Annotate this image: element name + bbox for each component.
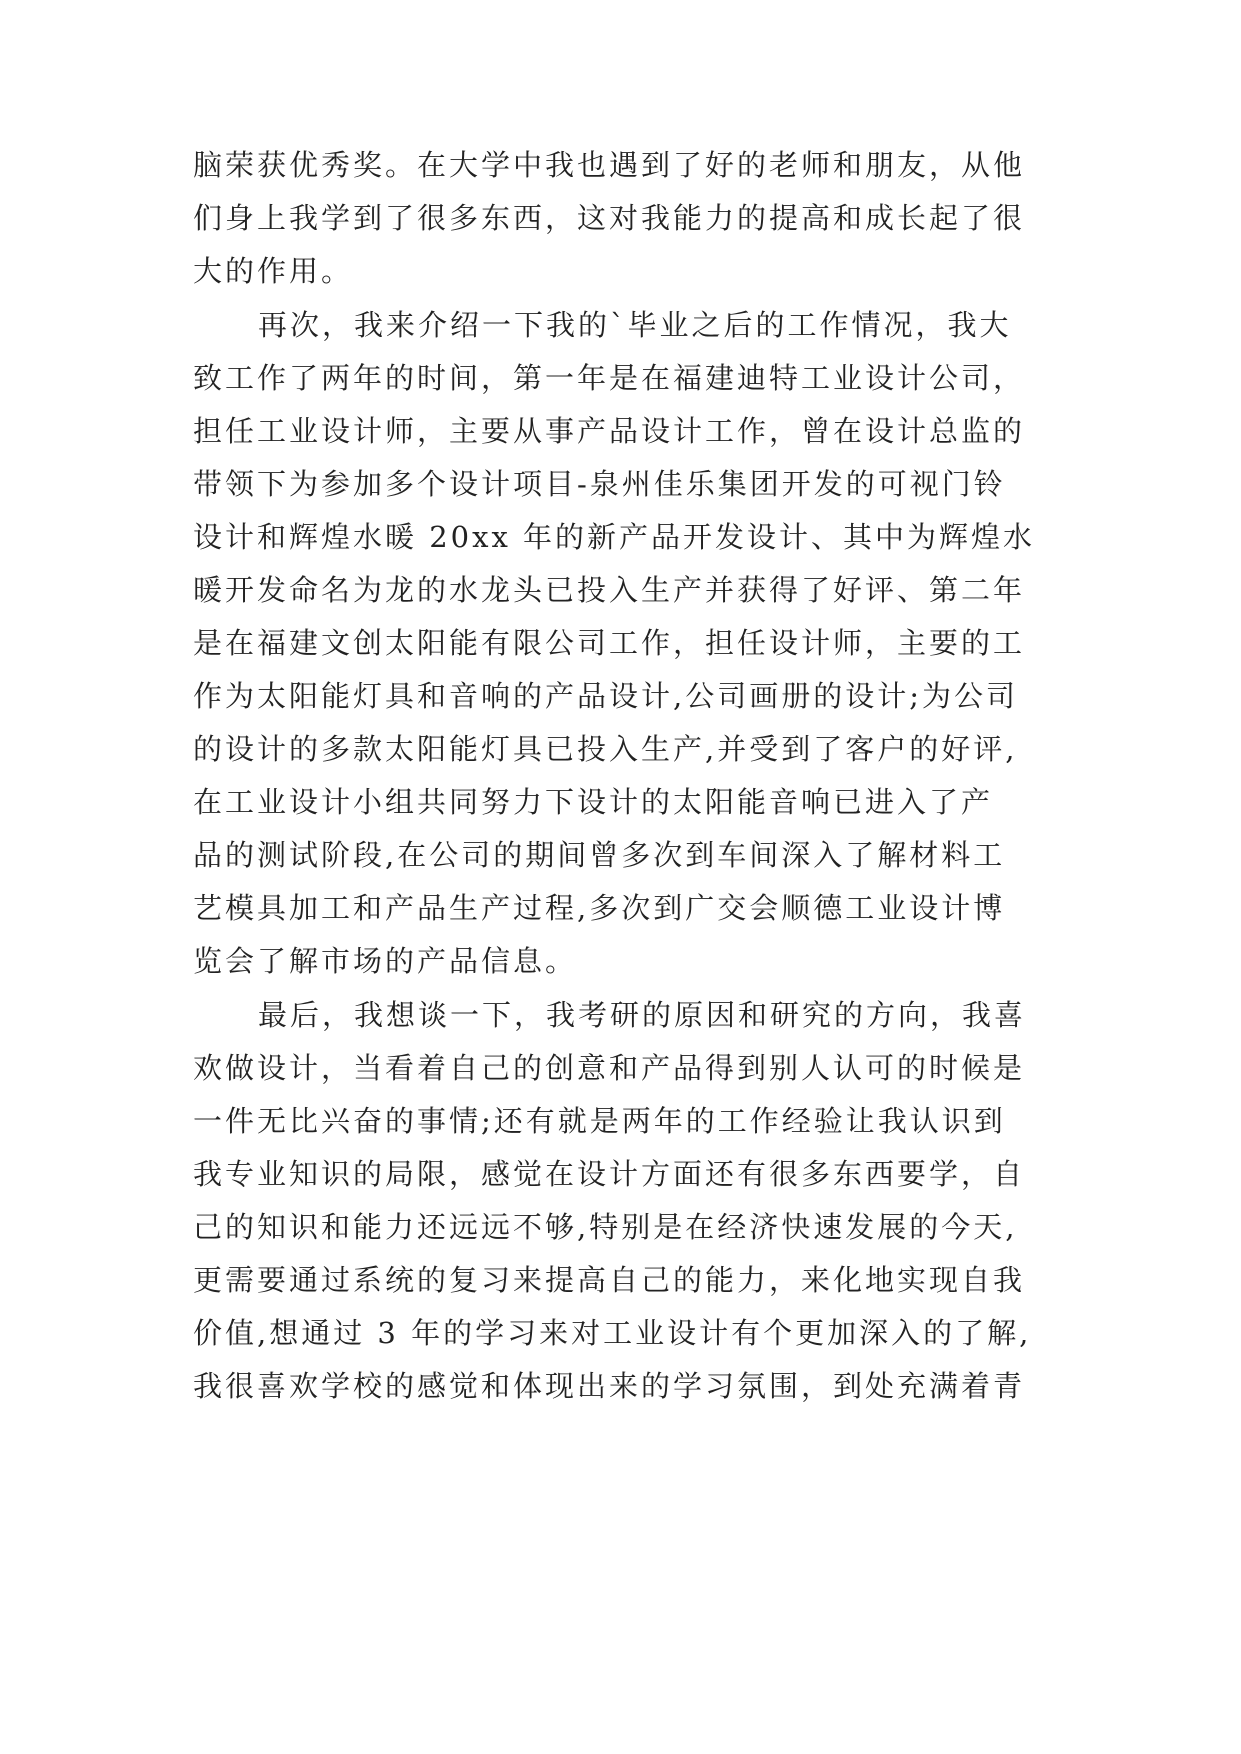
text-line: 一件无比兴奋的事情;还有就是两年的工作经验让我认识到 [193, 1104, 1006, 1138]
text-line: 我专业知识的局限，感觉在设计方面还有很多东西要学，自 [193, 1157, 1026, 1191]
text-line: 脑荣获优秀奖。在大学中我也遇到了好的老师和朋友，从他 [193, 148, 1026, 182]
text-line: 担任工业设计师，主要从事产品设计工作，曾在设计总监的 [193, 414, 1026, 448]
text-line: 己的知识和能力还远远不够,特别是在经济快速发展的今天, [193, 1210, 1018, 1244]
text-line: 致工作了两年的时间，第一年是在福建迪特工业设计公司， [193, 361, 1026, 395]
text-line: 我很喜欢学校的感觉和体现出来的学习氛围，到处充满着青 [193, 1369, 1026, 1403]
text-line: 艺模具加工和产品生产过程,多次到广交会顺德工业设计博 [193, 891, 1006, 925]
text-line: 的设计的多款太阳能灯具已投入生产,并受到了客户的好评, [193, 732, 1018, 766]
text-line: 更需要通过系统的复习来提高自己的能力，来化地实现自我 [193, 1263, 1026, 1297]
text-line: 欢做设计，当看着自己的创意和产品得到别人认可的时候是 [193, 1051, 1026, 1085]
text-line: 暖开发命名为龙的水龙头已投入生产并获得了好评、第二年 [193, 573, 1026, 607]
text-line: 们身上我学到了很多东西，这对我能力的提高和成长起了很 [193, 201, 1026, 235]
text-line: 带领下为参加多个设计项目-泉州佳乐集团开发的可视门铃 [193, 467, 1006, 501]
paragraph-start-line: 最后，我想谈一下，我考研的原因和研究的方向，我喜 [258, 998, 1027, 1032]
paragraph-start-line: 再次，我来介绍一下我的`毕业之后的工作情况，我大 [258, 308, 1012, 342]
text-line: 作为太阳能灯具和音响的产品设计,公司画册的设计;为公司 [193, 679, 1018, 713]
text-line: 览会了解市场的产品信息。 [193, 944, 578, 978]
text-line: 品的测试阶段,在公司的期间曾多次到车间深入了解材料工 [193, 838, 1006, 872]
text-line: 价值,想通过 3 年的学习来对工业设计有个更加深入的了解, [193, 1316, 1032, 1350]
text-line: 设计和辉煌水暖 20xx 年的新产品开发设计、其中为辉煌水 [193, 520, 1036, 554]
text-line: 在工业设计小组共同努力下设计的太阳能音响已进入了产 [193, 785, 994, 819]
text-line: 是在福建文创太阳能有限公司工作，担任设计师，主要的工 [193, 626, 1026, 660]
text-line: 大的作用。 [193, 254, 354, 288]
